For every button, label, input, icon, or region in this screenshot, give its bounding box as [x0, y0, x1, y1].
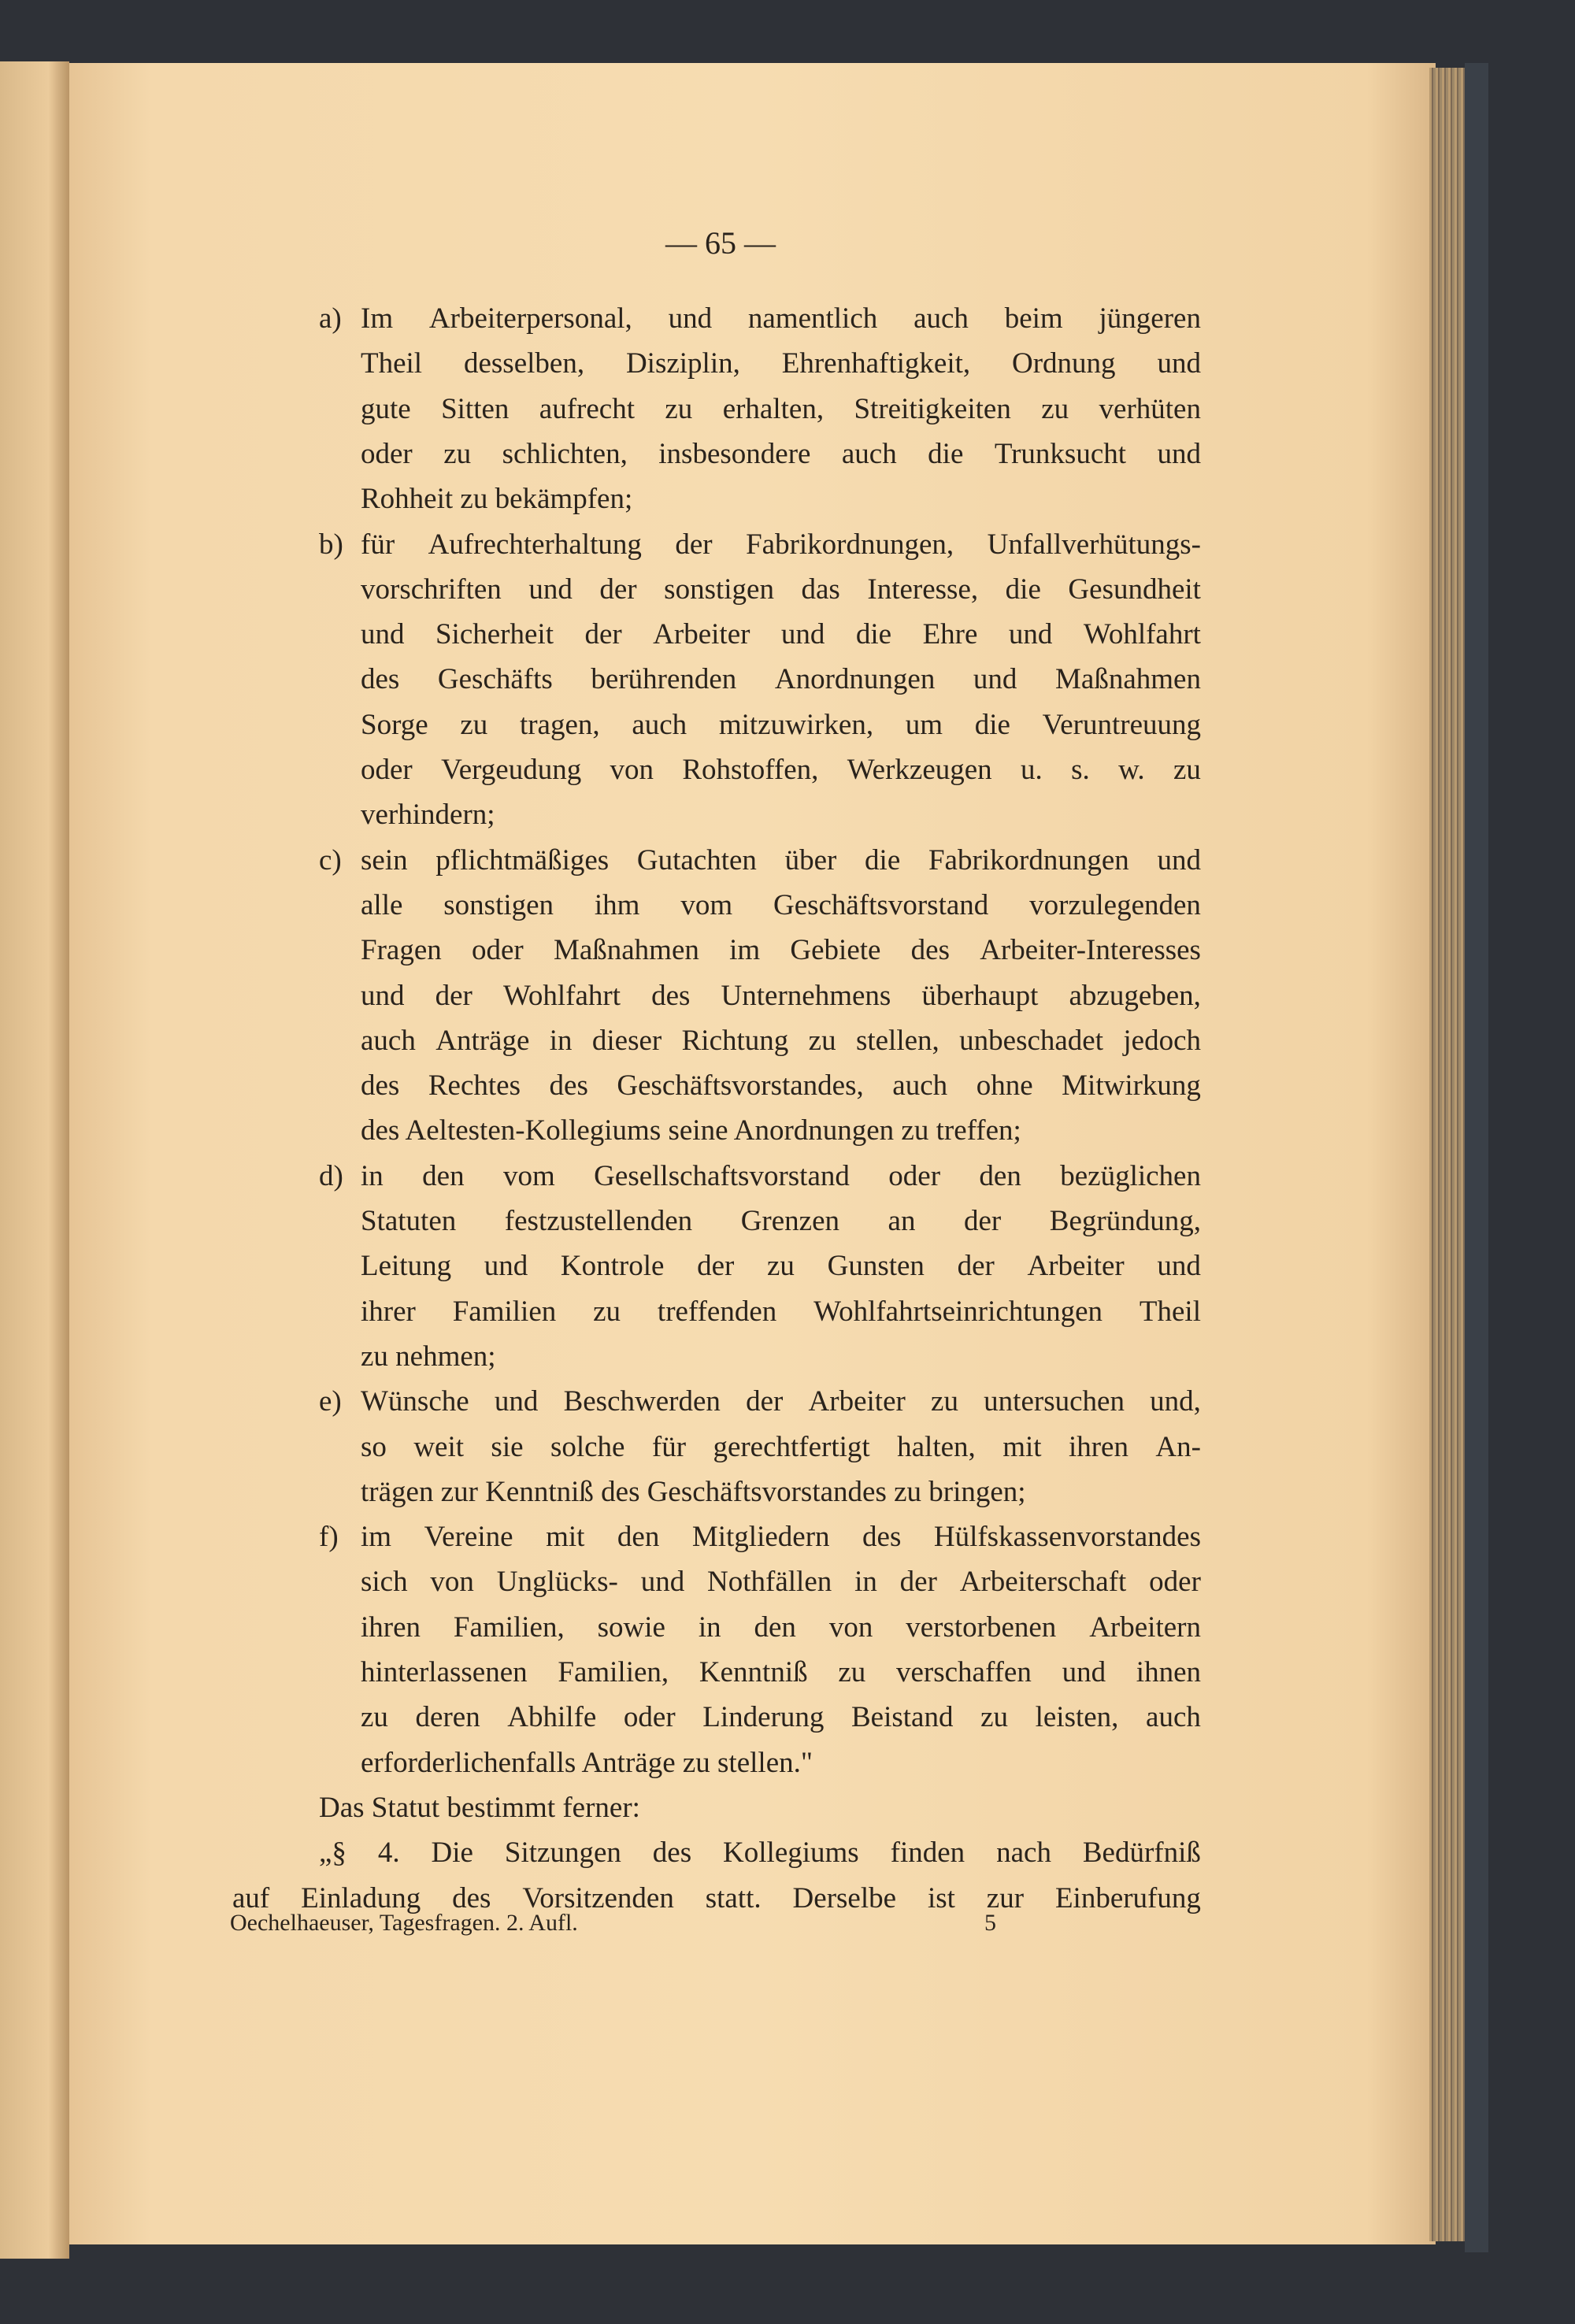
word: zu — [665, 392, 693, 425]
word: auch — [892, 1069, 948, 1103]
item-label: a) — [319, 302, 342, 335]
word: und — [484, 1250, 528, 1283]
word: den — [979, 1159, 1021, 1192]
item-text-line — [361, 612, 1201, 657]
word: mit — [546, 1521, 585, 1554]
item-text-line — [361, 1425, 1201, 1470]
word: sein — [361, 843, 408, 877]
word: deren — [415, 1701, 480, 1734]
word: an — [888, 1205, 916, 1237]
word: und — [668, 302, 713, 335]
word: Grenzen — [740, 1205, 839, 1237]
word: Begründung, — [1049, 1205, 1201, 1237]
item-text-line: des Aeltesten-Kollegiums seine Anordnungen zu treffen; — [361, 1114, 1021, 1147]
word: Arbeiterpersonal, — [428, 302, 632, 335]
item-text-line — [361, 1289, 1201, 1334]
word: dieser — [591, 1024, 662, 1057]
item-text-line: trägen zur Kenntniß des Geschäftsvorstandes zu bringen; — [361, 1475, 1026, 1508]
word: Sorge — [361, 708, 428, 741]
word: auf — [232, 1881, 270, 1914]
word: sonstigen — [664, 573, 774, 606]
word: von — [610, 754, 654, 786]
word: Wohlfahrt — [1083, 618, 1201, 651]
word: der — [746, 1385, 784, 1418]
item-text-line — [361, 1379, 1201, 1424]
word: Leitung — [361, 1250, 452, 1283]
word: w. — [1118, 754, 1145, 786]
word: tragen, — [519, 708, 600, 741]
word: gute — [361, 392, 411, 425]
word: Vergeudung — [441, 754, 582, 786]
item-text-line — [361, 657, 1201, 702]
word: und — [361, 979, 405, 1012]
word: Geschäfts — [437, 663, 553, 696]
word: auch — [361, 1024, 416, 1057]
word: Kollegiums — [723, 1837, 859, 1870]
word: Familien — [452, 1295, 557, 1328]
word: Maßnahmen — [553, 934, 699, 967]
word: vom — [503, 1159, 555, 1192]
word: Fabrikordnungen — [928, 843, 1129, 877]
word: pflichtmäßiges — [435, 843, 610, 877]
word: für — [361, 528, 395, 561]
word: zu — [838, 1656, 866, 1688]
word: vorschriften — [361, 573, 502, 606]
word: des — [361, 1069, 400, 1103]
word: sie — [491, 1430, 524, 1463]
word: Sitzungen — [504, 1837, 621, 1870]
word: zu — [593, 1295, 621, 1328]
item-text-line — [361, 928, 1201, 973]
word: Trunksucht — [994, 437, 1127, 470]
word: in — [854, 1566, 877, 1599]
word: erhalten, — [722, 392, 825, 425]
word: für — [651, 1430, 687, 1463]
word: Arbeiterschaft — [959, 1566, 1127, 1599]
word: über — [784, 843, 837, 877]
word: die — [1005, 573, 1041, 606]
footer-signature: Oechelhaeuser, Tagesfragen. 2. Aufl. — [230, 1910, 578, 1936]
word: der — [675, 528, 713, 561]
word: Rohstoffen, — [682, 754, 819, 786]
word: Gesellschaftsvorstand — [594, 1159, 850, 1192]
word: und — [1008, 618, 1053, 651]
word: Anordnungen — [774, 663, 936, 696]
word: in — [698, 1610, 721, 1644]
word: Veruntreuung — [1042, 708, 1201, 741]
word: und — [780, 618, 825, 651]
word: vorzulegenden — [1029, 888, 1201, 921]
item-text-line — [361, 1199, 1201, 1244]
word: des — [361, 663, 400, 696]
word: aufrecht — [539, 392, 635, 425]
word: Theil — [1139, 1295, 1201, 1328]
item-text-line — [361, 883, 1201, 928]
word: und — [494, 1385, 539, 1418]
item-text-line — [361, 1018, 1201, 1063]
item-text-line — [361, 341, 1201, 386]
word: und — [528, 573, 573, 606]
word: ihnen — [1136, 1656, 1201, 1688]
word: solche — [550, 1430, 625, 1463]
item-text-line — [361, 296, 1201, 341]
word: des — [910, 934, 950, 967]
word: Unternehmens — [721, 979, 891, 1012]
word: sich — [361, 1566, 408, 1599]
word: und — [1157, 1250, 1201, 1283]
word: des — [452, 1881, 491, 1914]
item-text-line — [361, 567, 1201, 612]
word: beim — [1004, 302, 1063, 335]
word: des — [862, 1521, 902, 1554]
word: Theil — [361, 347, 423, 380]
word: zu — [767, 1250, 795, 1283]
word: jedoch — [1123, 1024, 1201, 1057]
word: Kenntniß — [699, 1656, 808, 1688]
word: mitzuwirken, — [718, 708, 874, 741]
word: oder — [361, 437, 413, 470]
word: den — [422, 1159, 465, 1192]
word: Gebiete — [790, 934, 881, 967]
word: jüngeren — [1099, 302, 1201, 335]
item-text-line: zu nehmen; — [361, 1340, 496, 1373]
word: u. — [1021, 754, 1043, 786]
word: weit — [413, 1430, 465, 1463]
word: Aufrechterhaltung — [428, 528, 642, 561]
word: Derselbe — [792, 1881, 897, 1914]
word: Arbeiter — [1027, 1250, 1125, 1283]
word: Einladung — [301, 1881, 421, 1914]
word: ihrer — [361, 1295, 416, 1328]
item-text-line: verhindern; — [361, 799, 495, 832]
word: insbesondere — [658, 437, 811, 470]
word: Familien, — [453, 1610, 565, 1644]
word: zu — [808, 1024, 836, 1057]
word: und — [1157, 347, 1201, 380]
word: Mitwirkung — [1062, 1069, 1201, 1103]
word: der — [957, 1250, 995, 1283]
page-number-text: — 65 — — [665, 225, 776, 261]
book-cover-edge — [1465, 63, 1488, 2252]
word: Anträge — [435, 1024, 530, 1057]
word: zu — [443, 437, 472, 470]
item-text-line — [361, 1695, 1201, 1740]
word: 4. — [377, 1837, 400, 1870]
word: der — [964, 1205, 1002, 1237]
word: gerechtfertigt — [713, 1430, 870, 1463]
word: des — [549, 1069, 588, 1103]
word: und — [1062, 1656, 1106, 1688]
item-text-line — [361, 1514, 1201, 1559]
word: und — [973, 663, 1017, 696]
word: An- — [1155, 1430, 1201, 1463]
word: Werkzeugen — [847, 754, 992, 786]
word: des — [651, 979, 691, 1012]
word: Die — [431, 1837, 473, 1870]
word: von — [828, 1610, 873, 1644]
item-text-line — [361, 1605, 1201, 1650]
word: Im — [361, 302, 394, 335]
word: statt. — [705, 1881, 762, 1914]
word: Abhilfe — [507, 1701, 597, 1734]
statute-intro: Das Statut bestimmt ferner: — [319, 1791, 640, 1824]
word: die — [855, 618, 892, 651]
word: von — [430, 1566, 474, 1599]
word: den — [754, 1610, 796, 1644]
word: Sicherheit — [435, 618, 554, 651]
word: sowie — [597, 1610, 665, 1644]
word: festzustellenden — [504, 1205, 693, 1237]
word: s. — [1071, 754, 1090, 786]
word: Kontrole — [560, 1250, 665, 1283]
word: verschaffen — [895, 1656, 1032, 1688]
item-label: d) — [319, 1159, 343, 1192]
word: oder — [471, 934, 524, 967]
word: Mitgliedern — [691, 1521, 830, 1554]
word: in — [361, 1159, 384, 1192]
word: Vorsitzenden — [522, 1881, 674, 1914]
word: Geschäftsvorstandes, — [617, 1069, 864, 1103]
word: um — [905, 708, 943, 741]
word: mit — [1002, 1430, 1042, 1463]
word: Wünsche — [361, 1385, 469, 1418]
word: überhaupt — [921, 979, 1039, 1012]
page-stack-edge — [1429, 68, 1465, 2241]
word: und — [361, 618, 405, 651]
word: Gutachten — [636, 843, 757, 877]
word: Arbeiter — [808, 1385, 906, 1418]
item-text-line: erforderlichenfalls Anträge zu stellen." — [361, 1746, 813, 1779]
word: und — [1157, 843, 1201, 877]
item-text-line — [361, 432, 1201, 476]
word: zu — [361, 1701, 388, 1734]
word: Sitten — [441, 392, 510, 425]
word: unbeschadet — [959, 1024, 1104, 1057]
word: oder — [361, 754, 413, 786]
word: oder — [888, 1159, 941, 1192]
word: zu — [931, 1385, 958, 1418]
word: Vereine — [424, 1521, 513, 1554]
word: und — [640, 1566, 685, 1599]
word: zu — [460, 708, 488, 741]
word: zu — [980, 1701, 1008, 1734]
item-text-line — [361, 747, 1201, 792]
word: abzugeben, — [1069, 979, 1201, 1012]
word: zur — [986, 1881, 1025, 1914]
word: auch — [914, 302, 969, 335]
word: schlichten, — [502, 437, 628, 470]
word: halten, — [897, 1430, 976, 1463]
word: ihm — [594, 888, 640, 921]
word: Familien, — [558, 1656, 669, 1688]
word: namentlich — [747, 302, 878, 335]
word: zu — [1041, 392, 1069, 425]
word: treffenden — [657, 1295, 777, 1328]
item-text-line — [361, 522, 1201, 567]
word: Statuten — [361, 1205, 457, 1237]
word: Richtung — [681, 1024, 789, 1057]
item-text-line — [361, 973, 1201, 1018]
word: zu — [1173, 754, 1201, 786]
word: auch — [632, 708, 687, 741]
item-label: c) — [319, 843, 342, 877]
word: ist — [927, 1881, 955, 1914]
word: oder — [1149, 1566, 1201, 1599]
facing-page-edge — [0, 61, 69, 2259]
footer-sheet-number: 5 — [984, 1910, 996, 1936]
word: des — [652, 1837, 692, 1870]
word: hinterlassenen — [361, 1656, 528, 1688]
word: verhüten — [1099, 392, 1201, 425]
word: im — [729, 934, 761, 967]
word: die — [974, 708, 1010, 741]
word: Gesundheit — [1068, 573, 1201, 606]
word: in — [549, 1024, 573, 1057]
item-text-line — [361, 1154, 1201, 1199]
item-text-line: Rohheit zu bekämpfen; — [361, 483, 633, 516]
word: verstorbenen — [906, 1610, 1057, 1644]
word: Disziplin, — [625, 347, 740, 380]
word: Arbeiter — [653, 618, 750, 651]
word: Ehrenhaftigkeit, — [781, 347, 971, 380]
word: der — [599, 573, 637, 606]
word: untersuchen — [984, 1385, 1125, 1418]
word: Interesse, — [867, 573, 979, 606]
word: alle — [361, 888, 403, 921]
word: sonstigen — [443, 888, 554, 921]
item-label: e) — [319, 1385, 342, 1418]
word: oder — [623, 1701, 676, 1734]
word: so — [361, 1430, 387, 1463]
word: Linderung — [702, 1701, 825, 1734]
word: Beistand — [850, 1701, 954, 1734]
word: auch — [841, 437, 897, 470]
item-label: b) — [319, 528, 343, 561]
item-text-line — [361, 838, 1201, 883]
word: und — [1157, 437, 1201, 470]
word: auch — [1146, 1701, 1201, 1734]
word: ihren — [361, 1610, 421, 1644]
word: Fragen — [361, 934, 442, 967]
word: finden — [890, 1837, 965, 1870]
word: Beschwerden — [563, 1385, 721, 1418]
word: das — [801, 573, 840, 606]
word: der — [697, 1250, 735, 1283]
word: vom — [680, 888, 733, 921]
word: „§ — [319, 1837, 346, 1870]
word: Hülfskassenvorstandes — [933, 1521, 1201, 1554]
word: ohne — [976, 1069, 1033, 1103]
word: stellen, — [855, 1024, 939, 1057]
item-text-line — [361, 702, 1201, 747]
word: Wohlfahrt — [502, 979, 621, 1012]
word: berührenden — [591, 663, 737, 696]
word: nach — [996, 1837, 1051, 1870]
word: Geschäftsvorstand — [773, 888, 989, 921]
word: Streitigkeiten — [854, 392, 1011, 425]
word: desselben, — [463, 347, 585, 380]
word: leisten, — [1035, 1701, 1119, 1734]
word: der — [584, 618, 622, 651]
word: Gunsten — [827, 1250, 925, 1283]
word: Nothfällen — [707, 1566, 832, 1599]
word: den — [617, 1521, 660, 1554]
word: Fabrikordnungen, — [746, 528, 954, 561]
item-text-line — [361, 1559, 1201, 1604]
item-text-line — [361, 387, 1201, 432]
item-label: f) — [319, 1521, 339, 1554]
word: Bedürfniß — [1082, 1837, 1201, 1870]
item-text-line — [361, 1063, 1201, 1108]
word: Rechtes — [428, 1069, 521, 1103]
word: bezüglichen — [1060, 1159, 1201, 1192]
word: Unfallverhütungs- — [987, 528, 1201, 561]
word: Ordnung — [1012, 347, 1116, 380]
word: Einberufung — [1054, 1881, 1201, 1914]
word: ihren — [1068, 1430, 1128, 1463]
section4-line — [319, 1830, 1201, 1875]
page-number — [0, 224, 1575, 261]
word: Arbeiter-Interesses — [980, 934, 1201, 967]
item-text-line — [361, 1244, 1201, 1288]
word: die — [865, 843, 901, 877]
word: Unglücks- — [496, 1566, 618, 1599]
word: der — [435, 979, 472, 1012]
word: Ehre — [922, 618, 978, 651]
word: und, — [1150, 1385, 1201, 1418]
word: die — [928, 437, 964, 470]
word: der — [899, 1566, 937, 1599]
word: Maßnahmen — [1055, 663, 1201, 696]
item-text-line — [361, 1650, 1201, 1695]
word: Arbeitern — [1089, 1610, 1201, 1644]
word: im — [361, 1521, 392, 1554]
word: Wohlfahrtseinrichtungen — [813, 1295, 1103, 1328]
